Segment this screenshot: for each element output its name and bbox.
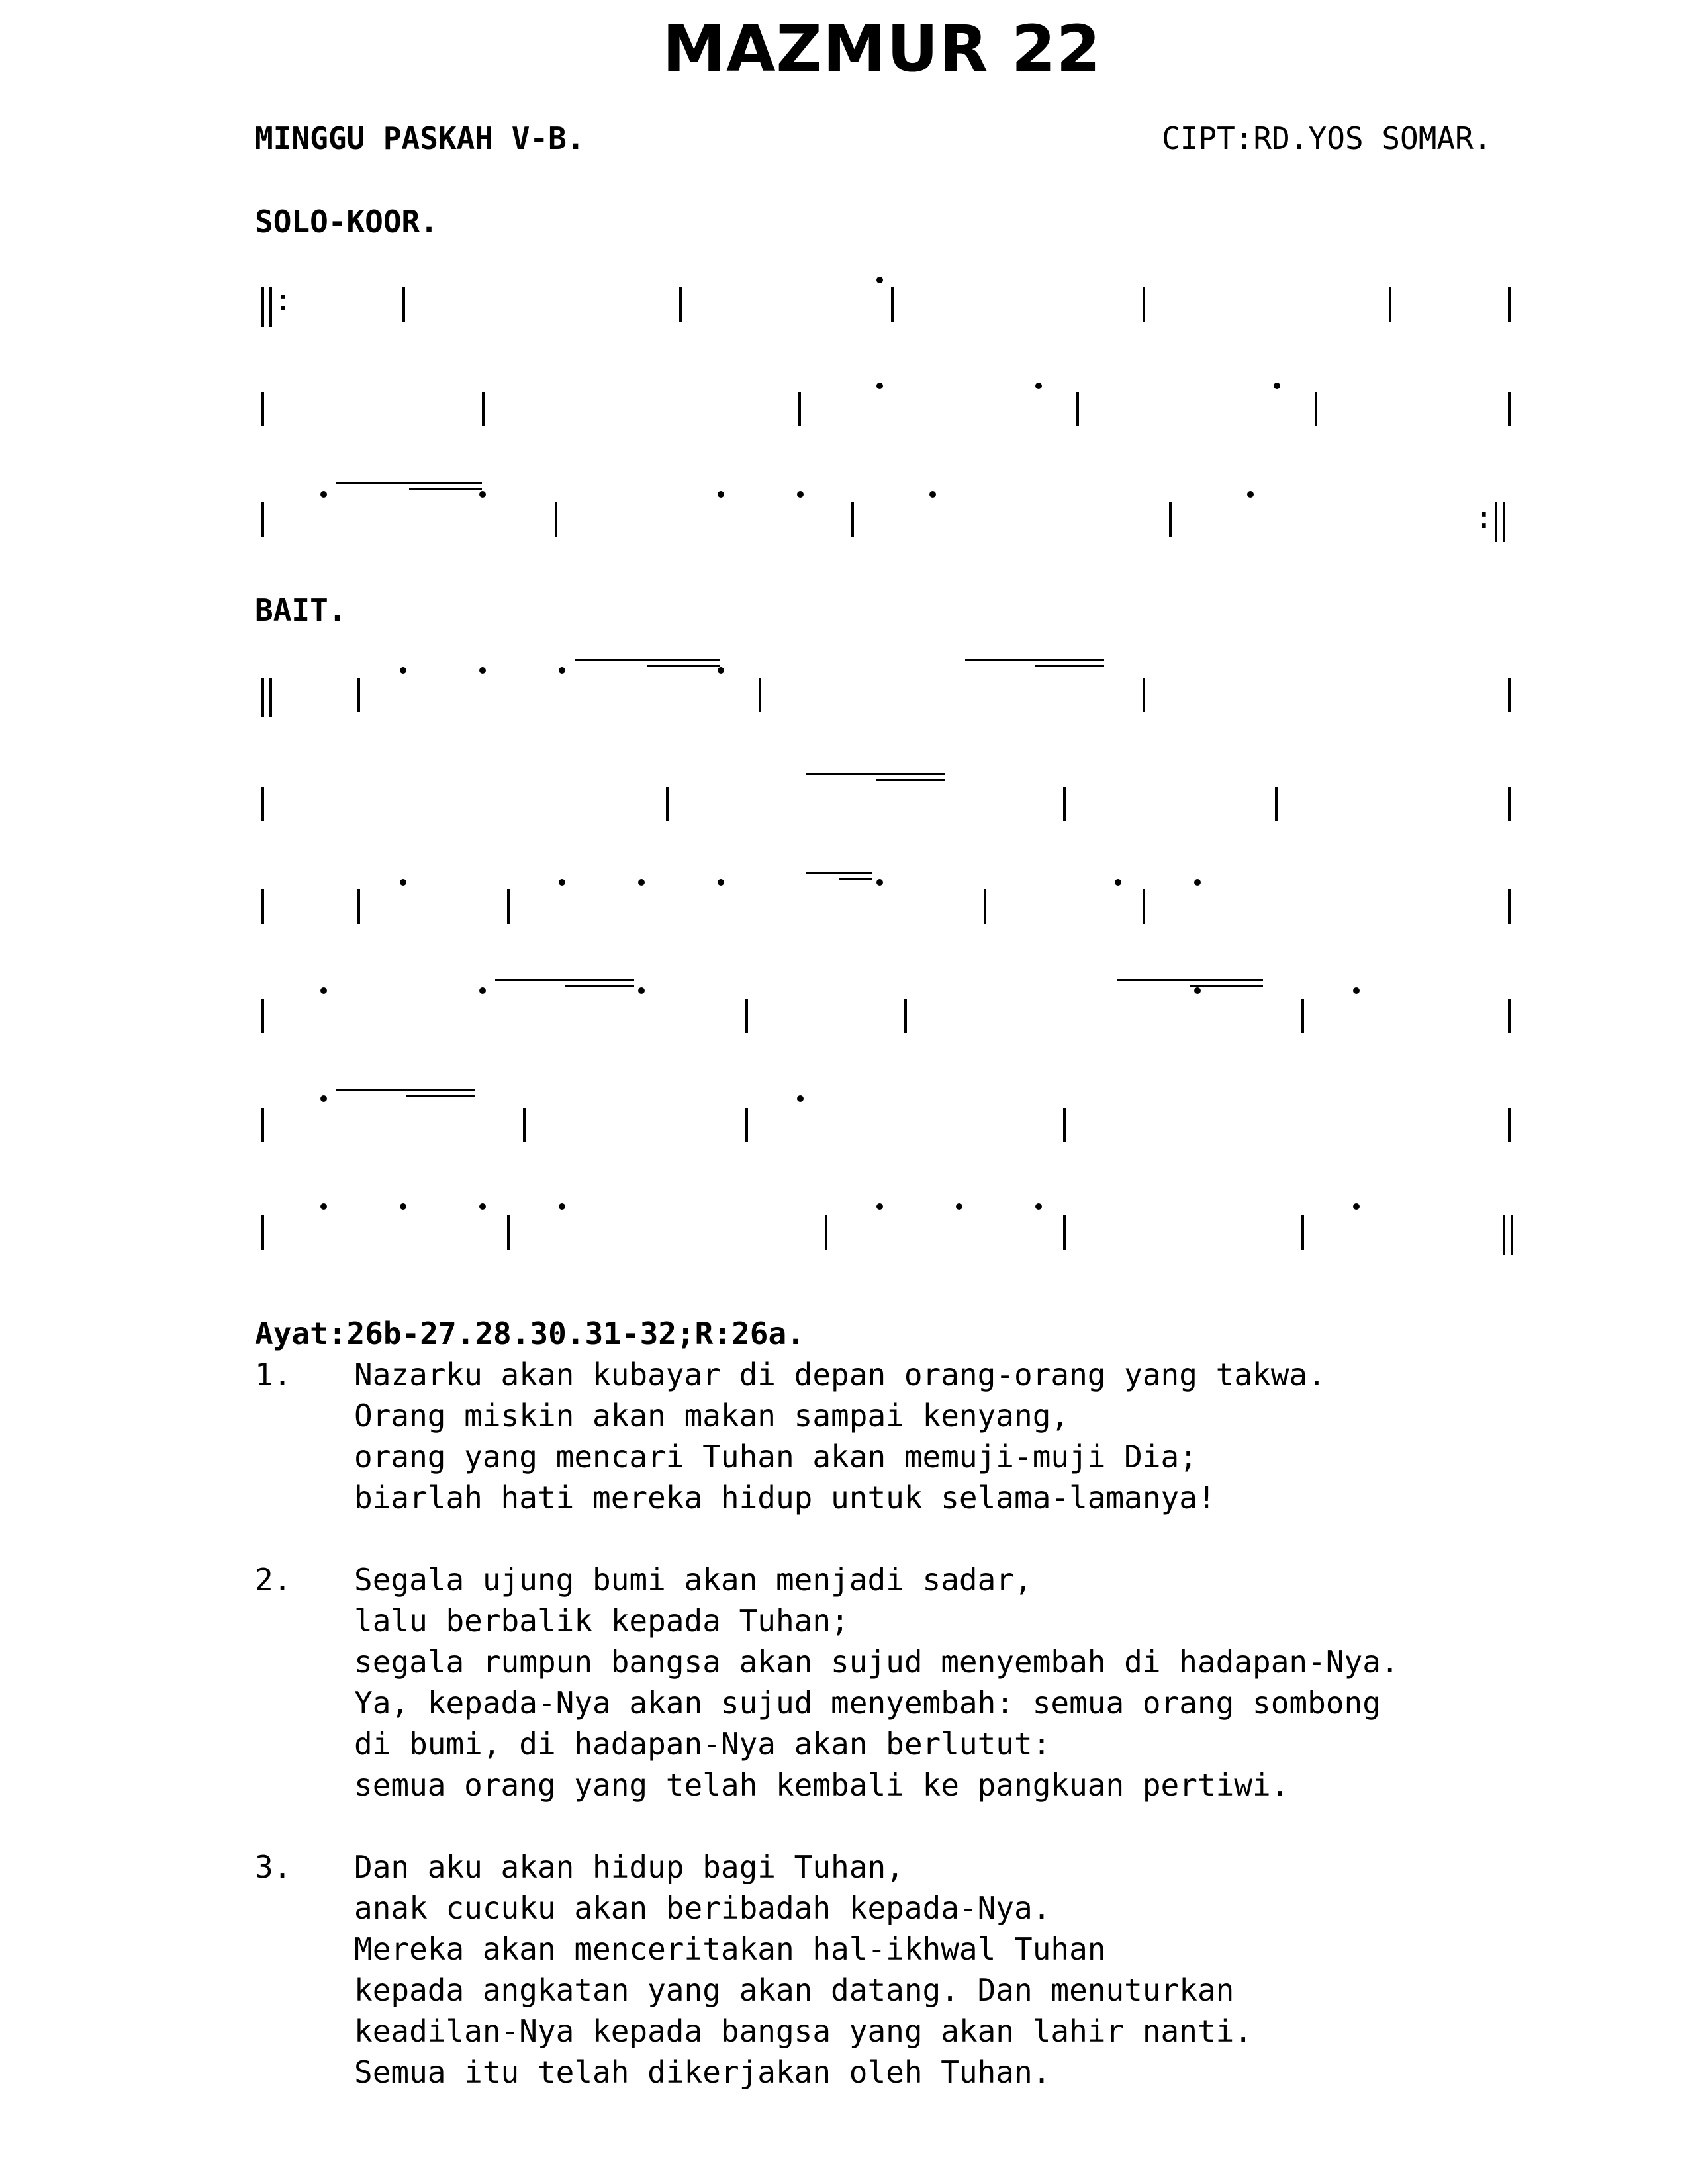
octave-dot	[876, 879, 883, 886]
barline	[1511, 1215, 1513, 1255]
verse-number: 1.	[255, 1357, 292, 1392]
barline	[357, 678, 360, 712]
repeat-barline	[1503, 502, 1505, 542]
barline	[555, 502, 557, 537]
repeat-end-sign: :	[1475, 500, 1493, 535]
barline	[745, 1108, 748, 1142]
octave-dot	[320, 491, 327, 498]
octave-dot	[1274, 383, 1280, 389]
barline	[357, 889, 360, 924]
barline	[402, 287, 405, 322]
bait-label: BAIT.	[255, 592, 347, 628]
verse-line: orang yang mencari Tuhan akan memuji-muji Dia;	[354, 1439, 1197, 1475]
slur-line	[495, 979, 634, 981]
barline	[507, 1215, 510, 1250]
repeat-barline	[1495, 502, 1497, 542]
octave-dot	[320, 1095, 327, 1102]
barline	[1143, 287, 1145, 322]
barline	[269, 287, 272, 327]
octave-dot	[400, 879, 406, 886]
octave-dot	[876, 1203, 883, 1210]
octave-dot	[929, 491, 936, 498]
verse-line: keadilan-Nya kepada bangsa yang akan lahir nanti.	[354, 2013, 1253, 2049]
verse-line: Semua itu telah dikerjakan oleh Tuhan.	[354, 2054, 1051, 2090]
refrain-label: SOLO-KOOR.	[255, 204, 438, 240]
barline	[1063, 787, 1066, 821]
verse-number: 3.	[255, 1849, 292, 1885]
barline	[1389, 287, 1391, 322]
octave-dot	[320, 1203, 327, 1210]
barline	[1063, 1215, 1066, 1250]
barline	[1143, 678, 1145, 712]
octave-dot	[559, 879, 565, 886]
barline	[261, 999, 264, 1033]
slur-line	[965, 659, 1104, 661]
page-title: MAZMUR 22	[662, 12, 1101, 86]
barline	[1503, 1215, 1505, 1255]
octave-dot	[1194, 987, 1201, 994]
barline	[1076, 392, 1079, 426]
barline	[1508, 787, 1511, 821]
octave-dot	[718, 667, 724, 674]
octave-dot	[1353, 987, 1360, 994]
octave-dot	[559, 667, 565, 674]
barline	[523, 1108, 526, 1142]
octave-dot	[559, 1203, 565, 1210]
barline	[798, 392, 801, 426]
barline	[1508, 678, 1511, 712]
octave-dot	[876, 277, 883, 283]
verse-line: biarlah hati mereka hidup untuk selama-lamanya!	[354, 1480, 1216, 1516]
barline	[1143, 889, 1145, 924]
octave-dot	[1247, 491, 1254, 498]
barline	[261, 392, 264, 426]
barline	[1301, 999, 1304, 1033]
barline	[261, 787, 264, 821]
octave-dot	[1115, 879, 1121, 886]
barline	[1063, 1108, 1066, 1142]
barline	[261, 1215, 264, 1250]
verse-line: Segala ujung bumi akan menjadi sadar,	[354, 1562, 1033, 1598]
octave-dot	[479, 667, 486, 674]
octave-dot	[1035, 383, 1042, 389]
slur-line	[336, 1089, 475, 1091]
barline	[891, 287, 894, 322]
octave-dot	[797, 491, 804, 498]
octave-dot	[320, 987, 327, 994]
composer-label: CIPT:RD.YOS SOMAR.	[1162, 120, 1492, 156]
octave-dot	[638, 987, 645, 994]
octave-dot	[797, 1095, 804, 1102]
barline	[984, 889, 986, 924]
octave-dot	[479, 987, 486, 994]
barline	[679, 287, 682, 322]
octave-dot	[400, 667, 406, 674]
verse-line: lalu berbalik kepada Tuhan;	[354, 1603, 849, 1639]
occasion-label: MINGGU PASKAH V-B.	[255, 120, 585, 156]
barline	[269, 678, 272, 717]
barline	[1508, 999, 1511, 1033]
barline	[1301, 1215, 1304, 1250]
slur-line	[575, 659, 720, 661]
octave-dot	[718, 879, 724, 886]
barline	[1508, 287, 1511, 322]
barline	[261, 678, 264, 717]
verse-line: Dan aku akan hidup bagi Tuhan,	[354, 1849, 904, 1885]
barline	[261, 889, 264, 924]
slur-line	[806, 872, 872, 874]
barline	[745, 999, 748, 1033]
barline	[507, 889, 510, 924]
repeat-start-sign: :	[274, 282, 293, 318]
verse-line: Mereka akan menceritakan hal-ikhwal Tuhan	[354, 1931, 1106, 1967]
verse-line: semua orang yang telah kembali ke pangkuan pertiwi.	[354, 1767, 1289, 1803]
octave-dot	[1035, 1203, 1042, 1210]
octave-dot	[876, 383, 883, 389]
octave-dot	[479, 491, 486, 498]
octave-dot	[956, 1203, 962, 1210]
barline	[759, 678, 761, 712]
barline	[1508, 392, 1511, 426]
verse-line: segala rumpun bangsa akan sujud menyembah di hadapan-Nya.	[354, 1644, 1399, 1680]
slur-line	[1117, 979, 1263, 981]
ayat-label: Ayat:26b-27.28.30.31-32;R:26a.	[255, 1316, 805, 1351]
barline	[261, 1108, 264, 1142]
octave-dot	[638, 879, 645, 886]
barline	[904, 999, 907, 1033]
barline	[1508, 889, 1511, 924]
barline	[482, 392, 485, 426]
verse-line: di bumi, di hadapan-Nya akan berlutut:	[354, 1726, 1051, 1762]
verse-line: anak cucuku akan beribadah kepada-Nya.	[354, 1890, 1051, 1926]
slur-line	[336, 482, 482, 484]
octave-dot	[1194, 879, 1201, 886]
verse-line: Orang miskin akan makan sampai kenyang,	[354, 1398, 1070, 1433]
verse-line: kepada angkatan yang akan datang. Dan menuturkan	[354, 1972, 1235, 2008]
verse-number: 2.	[255, 1562, 292, 1598]
barline	[1169, 502, 1172, 537]
barline	[1275, 787, 1278, 821]
verse-line: Nazarku akan kubayar di depan orang-orang yang takwa.	[354, 1357, 1326, 1392]
barline	[1315, 392, 1317, 426]
verse-line: Ya, kepada-Nya akan sujud menyembah: semua orang sombong	[354, 1685, 1381, 1721]
octave-dot	[1353, 1203, 1360, 1210]
slur-line	[806, 773, 945, 775]
barline	[666, 787, 669, 821]
octave-dot	[479, 1203, 486, 1210]
octave-dot	[718, 491, 724, 498]
barline	[261, 287, 264, 327]
barline	[1508, 1108, 1511, 1142]
barline	[851, 502, 854, 537]
barline	[261, 502, 264, 537]
barline	[825, 1215, 827, 1250]
octave-dot	[400, 1203, 406, 1210]
